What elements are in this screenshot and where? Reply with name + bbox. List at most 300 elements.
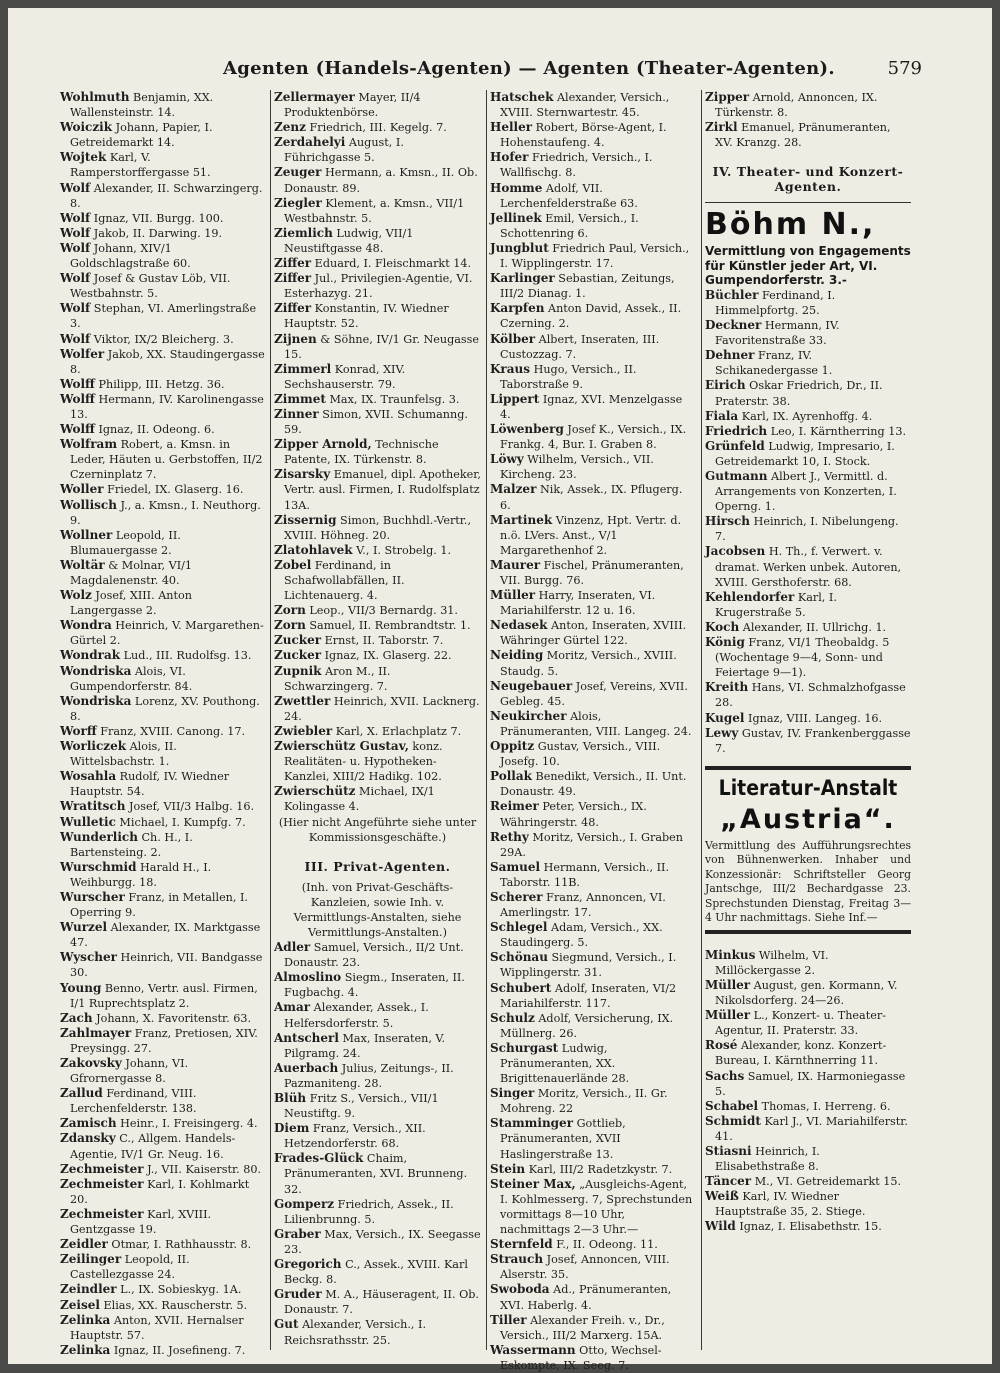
entry-details: Heinrich, I. Elisabethstraße 8. [715, 1145, 820, 1174]
entry-name: Sachs [705, 1068, 745, 1083]
entry-name: Zupnik [274, 663, 322, 678]
entry-name: Zellermayer [274, 90, 355, 104]
entry-details: Josef K., Versich., IX. Frankg. 4, Bur. I. Graben 8. [500, 423, 687, 452]
advertisement-name: „Austria“. [720, 803, 896, 835]
entry-name: Wondrak [60, 648, 121, 663]
entry-details: Alexander, IX. Marktgasse 47. [70, 921, 261, 950]
directory-entry [60, 332, 265, 347]
entry-name: Strauch [490, 1252, 544, 1267]
entry-details: Otto, Wechsel-Eskompte, IX. Seeg. 7. [500, 1343, 662, 1372]
entry-details: Simon, XVII. Schumanng. 59. [284, 407, 468, 437]
entry-name: Kölber [490, 331, 536, 346]
entry-details: Franz, in Metallen, I. Operring 9. [70, 890, 248, 920]
entry-name: Wolf [60, 301, 91, 316]
entry-name: Löwy [490, 452, 524, 467]
directory-entry [60, 301, 265, 331]
entry-name: Wolff [60, 391, 95, 406]
entry-details: Friedrich Paul, Versich., I. Wipplingerstr. 17. [500, 241, 690, 271]
directory-entry [60, 739, 265, 769]
entry-name: Zeuger [274, 165, 322, 180]
directory-entry [60, 1056, 265, 1086]
directory-entry [60, 1252, 265, 1282]
entry-details: Samuel, Versich., II/2 Unt. Donaustr. 23. [284, 941, 464, 970]
entry-name: Schulz [490, 1010, 535, 1025]
directory-entry [274, 1000, 481, 1030]
entry-details: M. A., Häuseragent, II. Ob. Donaustr. 7. [284, 1288, 479, 1317]
entry-name: Lewy [705, 725, 739, 740]
entry-details: Michael, I. Kumpfg. 7. [115, 815, 246, 829]
entry-details: Ch. H., I. Bartensteing. 2. [70, 830, 193, 859]
directory-entry [274, 1121, 481, 1151]
entry-name: Homme [490, 180, 543, 195]
entry-name: Schlegel [490, 920, 548, 935]
entry-details: Julius, Zeitungs-, II. Pazmaniteng. 28. [284, 1061, 454, 1090]
entry-name: Zakovsky [60, 1056, 122, 1070]
directory-entry [60, 90, 265, 120]
entry-details: Heinr., I. Freisingerg. 4. [116, 1117, 258, 1131]
entry-details: Gustav, IV. Frankenberggasse 7. [715, 726, 911, 755]
directory-entry [490, 648, 696, 678]
entry-name: Zeidler [60, 1237, 108, 1252]
entry-details: Emanuel, dipl. Apotheker, Vertr. ausl. Firmen, I. Rudolfsplatz 13A. [284, 468, 481, 512]
entry-details: Alois, Pränumeranten, VIII. Langeg. 24. [500, 709, 692, 738]
entry-name: Samuel [490, 859, 541, 874]
directory-entry [60, 422, 265, 437]
entry-details: Emil, Versich., I. Schottenring 6. [500, 211, 639, 240]
directory-entry [60, 799, 265, 814]
directory-note: (Inh. von Privat-Geschäfts-Kanzleien, sowie Inh. v. Vermittlungs-Anstalten, siehe Vermittlungs-Anstalten.) [293, 880, 462, 939]
entry-details: Johann, X. Favoritenstr. 63. [92, 1011, 252, 1025]
entry-details: Josef, Annoncen, VIII. Alserstr. 35. [500, 1253, 670, 1282]
entry-name: Zechmeister [60, 1206, 144, 1221]
entry-details: Ferdinand, I. Himmelpfortg. 25. [715, 288, 836, 317]
entry-name: Wolf [60, 180, 91, 195]
entry-name: Zeilinger [60, 1252, 122, 1267]
directory-entry [274, 135, 481, 165]
directory-entry [705, 469, 911, 514]
entry-name: Gomperz [274, 1196, 335, 1211]
entry-details: Robert, a. Kmsn. in Leder, Häuten u. Gerbstoffen, II/2 Czerninplatz 7. [70, 438, 263, 482]
entry-name: Schmidt [705, 1113, 761, 1128]
entry-name: Schabel [705, 1098, 759, 1113]
entry-name: Zorn [274, 603, 306, 618]
entry-details: Sebastian, Zeitungs, III/2 Dianag. 1. [500, 272, 675, 301]
entry-details: V., I. Strobelg. 1. [352, 543, 452, 557]
entry-details: Lorenz, XV. Pouthong. 8. [70, 694, 260, 723]
directory-entry [60, 392, 265, 422]
directory-entry [490, 211, 696, 241]
entry-name: Blüh [274, 1091, 307, 1105]
directory-entry [490, 150, 696, 180]
directory-entry [60, 1026, 265, 1056]
entry-details: Konrad, XIV. Sechshauserstr. 79. [284, 362, 406, 391]
directory-entry [490, 1252, 696, 1282]
entry-name: Kreith [705, 680, 749, 695]
entry-name: Wosahla [60, 769, 117, 784]
entry-name: Wolf [60, 271, 91, 286]
entry-name: Zelinka [60, 1342, 111, 1357]
directory-entry [60, 981, 265, 1011]
entry-name: Büchler [705, 287, 759, 302]
entry-name: Zimmet [274, 391, 326, 406]
directory-entry [274, 1151, 481, 1196]
entry-name: Tiller [490, 1312, 527, 1327]
entry-details: & Söhne, IV/1 Gr. Neugasse 15. [284, 332, 480, 361]
entry-name: Zenz [274, 120, 306, 135]
entry-name: Wolf [60, 331, 91, 346]
entry-details: Alexander, Assek., I. Helfersdorferstr. 5. [284, 1001, 429, 1030]
directory-entry [705, 1008, 911, 1038]
entry-name: Zahlmayer [60, 1025, 132, 1040]
directory-entry [60, 120, 265, 150]
directory-entry [490, 950, 696, 980]
entry-name: Zlatohlavek [274, 542, 353, 557]
entry-details: Ludwig, VII/1 Neustiftgasse 48. [284, 226, 414, 255]
directory-entry [274, 558, 481, 603]
entry-details: Johann, XIV/1 Goldschlagstraße 60. [70, 241, 191, 271]
entry-name: Nedasek [490, 618, 548, 633]
entry-details: Max, IX. Traunfelsg. 3. [325, 392, 460, 406]
directory-entry [60, 226, 265, 241]
entry-details: J., a. Kmsn., I. Neuthorg. 9. [70, 498, 261, 527]
directory-entry [60, 347, 265, 377]
directory-entry [60, 830, 265, 860]
directory-entry [490, 271, 696, 301]
entry-details: „Ausgleichs-Agent, I. Kohlmesserg. 7, Sprechstunden vormittags 8—10 Uhr, nachmittags 2—3 Uhr.— [500, 1177, 693, 1237]
directory-entry [274, 301, 481, 331]
entry-name: Graber [274, 1226, 321, 1241]
entry-name: Wollisch [60, 497, 117, 512]
entry-name: Lippert [490, 391, 540, 406]
entry-details: Gustav, Versich., VIII. Josefg. 10. [500, 740, 661, 769]
directory-entry [60, 1131, 265, 1161]
entry-name: Young [60, 980, 102, 995]
directory-entry [490, 1282, 696, 1312]
entry-details: Albert, Inseraten, III. Custozzag. 7. [500, 332, 660, 361]
entry-name: Zach [60, 1010, 93, 1025]
entry-name: Heller [490, 120, 533, 135]
directory-entry [705, 514, 911, 544]
entry-name: Oppitz [490, 739, 535, 754]
entry-details: Heinrich, I. Nibelungeng. 7. [715, 515, 899, 544]
entry-details: Ignaz, VIII. Langeg. 16. [744, 711, 883, 725]
entry-details: Ernst, II. Taborstr. 7. [321, 634, 444, 648]
directory-entry [274, 1287, 481, 1317]
directory-entry [274, 392, 481, 407]
entry-name: Minkus [705, 947, 756, 962]
entry-name: Worff [60, 723, 97, 738]
directory-entry [274, 407, 481, 437]
entry-name: Wolfram [60, 437, 118, 452]
directory-entry [274, 633, 481, 648]
directory-entry [705, 711, 911, 726]
directory-entry [60, 860, 265, 890]
entry-details: Moritz, Versich., II. Gr. Mohreng. 22 [500, 1087, 668, 1116]
entry-details: Stephan, VI. Amerlingstraße 3. [70, 302, 257, 331]
entry-details: Michael, IX/1 Kolingasse 4. [284, 785, 435, 814]
entry-details: Jakob, II. Darwing. 19. [90, 226, 223, 240]
entry-details: Peter, Versich., IX. Währingerstr. 48. [500, 800, 647, 829]
entry-details: August, I. Führichgasse 5. [284, 136, 404, 165]
directory-entry [60, 1086, 265, 1116]
entry-name: Dehner [705, 348, 755, 363]
directory-entry [60, 377, 265, 392]
entry-details: Nik, Assek., IX. Pflugerg. 6. [500, 483, 683, 512]
entry-name: Gregorich [274, 1257, 342, 1272]
directory-entry [60, 1298, 265, 1313]
entry-details: Ignaz, II. Odeong. 6. [94, 423, 215, 437]
directory-entry [490, 981, 696, 1011]
entry-details: Samuel, IX. Harmoniegasse 5. [715, 1069, 906, 1098]
entry-details: Ignaz, XVI. Menzelgasse 4. [500, 392, 683, 421]
entry-name: Zorn [274, 618, 306, 633]
directory-entry [274, 226, 481, 256]
directory-entry [274, 664, 481, 694]
entry-details: Alexander Freih. v., Dr., Versich., III/2 Marxerg. 15A. [500, 1313, 665, 1342]
entry-name: Wurschmid [60, 859, 137, 874]
entry-name: Amar [274, 1000, 311, 1015]
entry-name: Ziffer [274, 271, 312, 286]
entry-details: Jakob, XX. Staudingergasse 8. [70, 347, 265, 376]
entry-name: Jellinek [490, 210, 542, 225]
directory-entry [274, 784, 481, 814]
entry-name: Gutmann [705, 469, 768, 483]
entry-details: Albert J., Vermittl. d. Arrangements von Konzerten, I. Operng. 1. [715, 470, 897, 514]
entry-name: Wolf [60, 240, 91, 255]
entry-name: Friedrich [705, 423, 768, 438]
entry-name: Hofer [490, 150, 529, 165]
entry-name: Zdansky [60, 1131, 116, 1146]
entry-details: Emanuel, Pränumeranten, XV. Kranzg. 28. [715, 121, 891, 150]
directory-entry [274, 1317, 481, 1347]
entry-details: Chaim, Pränumeranten, XVI. Brunneng. 32. [284, 1152, 468, 1196]
entry-details: Eduard, I. Fleischmarkt 14. [311, 257, 472, 271]
entry-name: Kehlendorfer [705, 589, 795, 604]
directory-entry [60, 1162, 265, 1177]
entry-name: Ziffer [274, 301, 312, 316]
entry-name: Hatschek [490, 90, 554, 104]
section-heading: III. Privat-Agenten. [304, 858, 451, 874]
directory-entry [274, 739, 481, 784]
directory-entry [490, 799, 696, 829]
entry-name: Auerbach [274, 1060, 339, 1075]
entry-details: Josef, XIII. Anton Langergasse 2. [70, 589, 192, 618]
entry-details: Heinrich, XVII. Lacknerg. 24. [284, 694, 480, 723]
entry-name: Zeindler [60, 1282, 117, 1297]
directory-entry [60, 211, 265, 226]
directory-entry [705, 318, 911, 348]
directory-entry [705, 978, 911, 1008]
entry-details: Anton David, Assek., II. Czerning. 2. [500, 302, 682, 331]
entry-details: Jul., Privilegien-Agentie, VI. Esterhazyg. 21. [284, 272, 473, 301]
entry-details: Fritz S., Versich., VII/1 Neustiftg. 9. [284, 1092, 439, 1121]
directory-entry [490, 618, 696, 648]
entry-name: Zwiebler [274, 723, 333, 738]
directory-entry [705, 1069, 911, 1099]
directory-entry [490, 1177, 696, 1237]
entry-details: Philipp, III. Hetzg. 36. [94, 377, 225, 391]
directory-entry [705, 348, 911, 378]
advertisement-boehm [705, 202, 911, 288]
entry-name: Wyscher [60, 950, 117, 965]
entry-name: Müller [705, 1008, 751, 1023]
directory-entry [490, 920, 696, 950]
entry-name: Frades-Glück [274, 1151, 364, 1166]
entry-details: Thomas, I. Herreng. 6. [758, 1099, 891, 1113]
entry-details: Franz, Annoncen, VI. Amerlingstr. 17. [500, 890, 666, 920]
entry-details: Elias, XX. Rauscherstr. 5. [99, 1298, 248, 1312]
entry-name: Scherer [490, 889, 543, 904]
directory-entry [60, 181, 265, 211]
section-heading: IV. Theater- und Konzert-Agenten. [712, 164, 904, 195]
entry-details: Alexander, Versich., XVIII. Sternwartestr. 45. [500, 91, 670, 120]
entry-details: Ludwig, Pränumeranten, XX. Brigittenauerlände 28. [500, 1041, 630, 1086]
entry-details: Karl, IV. Wiedner Hauptstraße 35, 2. Stiege. [715, 1190, 866, 1219]
entry-details: Franz, IV. Schikanedergasse 1. [715, 349, 833, 378]
directory-entry [60, 1282, 265, 1297]
directory-entry [274, 1091, 481, 1121]
directory-entry [490, 362, 696, 392]
entry-details: Benedikt, Versich., II. Unt. Donaustr. 49. [500, 770, 687, 799]
entry-details: Adam, Versich., XX. Staudingerg. 5. [500, 921, 663, 950]
entry-name: Fiala [705, 408, 739, 423]
entry-details: Franz, Pretiosen, XIV. Preysingg. 27. [70, 1026, 258, 1055]
entry-details: Josef, Vereins, XVII. Gebleg. 45. [500, 679, 688, 708]
entry-name: Grünfeld [705, 438, 765, 453]
entry-name: Wolf [60, 210, 91, 225]
entry-details: Arnold, Annoncen, IX. Türkenstr. 8. [715, 91, 878, 120]
entry-details: Simon, Buchhdl.-Vertr., XVIII. Höhneg. 20. [284, 513, 472, 542]
entry-details: Alexander, II. Schwarzingerg. 8. [70, 181, 263, 210]
column-rule [701, 90, 702, 1350]
entry-name: Zucker [274, 648, 322, 663]
entry-details: Konstantin, IV. Wiedner Hauptstr. 52. [284, 302, 449, 331]
entry-name: Adler [274, 940, 311, 955]
directory-entry [60, 482, 265, 497]
entry-details: Heinrich, V. Margarethen-Gürtel 2. [70, 619, 264, 648]
directory-entry [705, 90, 911, 120]
entry-name: Ziemlich [274, 225, 333, 240]
entry-details: Leopold, II. Castellezgasse 24. [70, 1253, 190, 1282]
entry-name: Karlinger [490, 271, 555, 286]
entry-details: F., II. Odeong. 11. [552, 1238, 658, 1252]
directory-entry [490, 1343, 696, 1373]
directory-entry [60, 920, 265, 950]
entry-name: Schönau [490, 950, 548, 965]
directory-entry [60, 1313, 265, 1343]
entry-name: Woller [60, 482, 104, 497]
entry-name: Wulletic [60, 814, 116, 829]
entry-name: Rethy [490, 829, 529, 844]
entry-details: August, gen. Kormann, V. Nikolsdorferg. 24—26. [715, 978, 898, 1008]
directory-entry [274, 618, 481, 633]
directory-entry [490, 769, 696, 799]
entry-name: Wolff [60, 376, 95, 391]
column-1 [60, 90, 265, 1357]
entry-details: Adolf, Versicherung, IX. Müllnerg. 26. [500, 1011, 674, 1040]
entry-details: Oskar Friedrich, Dr., II. Praterstr. 38. [715, 379, 883, 408]
directory-entry [490, 1011, 696, 1041]
directory-entry [705, 680, 911, 710]
directory-entry [60, 694, 265, 724]
directory-page [8, 8, 992, 1372]
entry-details: Johann, VI. Gfrornergasse 8. [70, 1057, 189, 1086]
column-3 [490, 90, 696, 1372]
entry-name: Stein [490, 1161, 526, 1176]
entry-name: Wurscher [60, 889, 125, 904]
directory-entry [274, 256, 481, 271]
entry-details: Benjamin, XX. Wallensteinstr. 14. [70, 91, 214, 120]
entry-name: Zobel [274, 557, 312, 572]
directory-entry [60, 648, 265, 663]
entry-details: Ignaz, I. Elisabethstr. 15. [735, 1220, 882, 1234]
entry-details: C., Assek., XVIII. Karl Beckg. 8. [284, 1258, 468, 1287]
entry-name: Gruder [274, 1287, 322, 1302]
directory-entry [274, 694, 481, 724]
entry-name: Wolz [60, 588, 92, 603]
entry-details: Josef & Gustav Löb, VII. Westbahnstr. 5. [70, 272, 231, 301]
entry-name: Wolf [60, 225, 91, 240]
entry-details: Hermann, a. Kmsn., II. Ob. Donaustr. 89. [284, 166, 478, 195]
directory-entry [490, 1086, 696, 1116]
directory-note: (Hier nicht Angeführte siehe unter Kommissionsgeschäfte.) [278, 815, 477, 844]
directory-entry [705, 1099, 911, 1114]
directory-entry [705, 590, 911, 620]
entry-name: Täncer [705, 1174, 752, 1189]
entry-name: Zwierschütz Gustav, [274, 739, 409, 754]
directory-entry [60, 150, 265, 180]
directory-entry [490, 558, 696, 588]
entry-name: Kraus [490, 361, 531, 376]
entry-details: Karl, I. Kohlmarkt 20. [70, 1177, 250, 1206]
entry-name: Zucker [274, 633, 322, 648]
entry-name: Ziegler [274, 195, 322, 210]
directory-entry [490, 679, 696, 709]
entry-details: Robert, Börse-Agent, I. Hohenstaufeng. 4. [500, 121, 667, 150]
entry-name: Wolff [60, 422, 95, 437]
entry-name: Woltär [60, 557, 105, 572]
entry-details: Alexander, konz. Konzert-Bureau, I. Kärnthnerring 11. [715, 1039, 887, 1068]
directory-entry [705, 1219, 911, 1234]
entry-name: Antscherl [274, 1030, 339, 1045]
directory-entry [274, 724, 481, 739]
entry-details: Max, Versich., IX. Seegasse 23. [284, 1227, 481, 1256]
directory-entry [490, 90, 696, 120]
directory-entry [490, 422, 696, 452]
entry-details: Alexander, II. Ullrichg. 1. [739, 620, 887, 634]
directory-entry [274, 1227, 481, 1257]
entry-details: Josef, VII/3 Halbg. 16. [125, 800, 255, 814]
entry-details: & Molnar, VI/1 Magdalenenstr. 40. [70, 558, 193, 587]
entry-name: Singer [490, 1086, 535, 1101]
entry-details: Ignaz, IX. Glaserg. 22. [321, 649, 452, 663]
entry-details: Karl, XVIII. Gentzgasse 19. [70, 1207, 212, 1237]
column-4 [705, 90, 911, 1352]
entry-details: Leop., VII/3 Bernardg. 31. [305, 604, 458, 618]
entry-details: Benno, Vertr. ausl. Firmen, I/1 Ruprechtsplatz 2. [70, 981, 258, 1010]
entry-details: Ad., Pränumeranten, XVI. Haberlg. 4. [500, 1283, 672, 1312]
entry-name: Zallud [60, 1086, 103, 1101]
entry-name: Neugebauer [490, 678, 573, 693]
entry-details: Karl J., VI. Mariahilferstr. 41. [715, 1114, 908, 1143]
entry-details: Friedrich, III. Kegelg. 7. [305, 121, 447, 135]
entry-details: Karl, I. Krugerstraße 5. [715, 590, 837, 619]
entry-name: Swoboda [490, 1282, 550, 1297]
entry-name: Neukircher [490, 708, 567, 723]
entry-details: L., IX. Sobieskyg. 1A. [116, 1283, 242, 1297]
entry-name: Wunderlich [60, 829, 138, 844]
directory-entry [490, 301, 696, 331]
